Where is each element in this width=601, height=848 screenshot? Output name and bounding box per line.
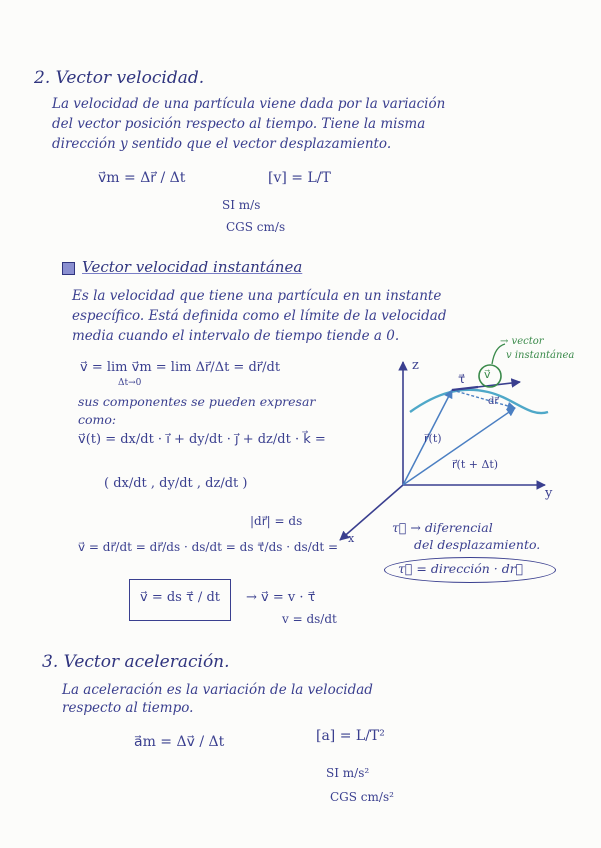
acceleration-units-si: SI m/s² [326,766,370,780]
section-3-line-1: La aceleración es la variación de la velocidad [62,682,373,698]
formula-am: a⃗m = Δv⃗ / Δt [134,734,225,750]
tau-note-1: τ⃗ → diferencial [392,520,493,535]
dr-equals-ds: |dr⃗| = ds [250,514,303,528]
section-3-title: 3. Vector aceleración. [42,652,230,672]
formula-v-ds: v = ds/dt [282,612,337,626]
green-pointer-arrow [492,344,505,364]
subsection-line-2: específico. Está definida como el límite de la velocidad [72,308,447,324]
subsection-line-1: Es la velocidad que tiene una partícula en un instante [72,288,442,304]
r-t-label: r⃗(t) [424,432,442,445]
velocity-units-si: SI m/s [222,198,261,212]
velocity-units-cgs: CGS cm/s [226,220,286,234]
dr-label: dr⃗ [488,396,499,407]
axis-y-label: y [545,486,553,501]
limit-subscript: Δt→0 [118,378,142,388]
formula-vm: v⃗m = Δr⃗ / Δt [98,170,186,186]
section-2-title: 2. Vector velocidad. [34,68,205,88]
formula-v-tau: → v⃗ = v · τ⃗ [246,590,316,605]
velocity-dimensions: [v] = L/T [268,170,331,186]
formula-chain: v⃗ = dr⃗/dt = dr⃗/ds · ds/dt = ds τ⃗/ds · ds/dt = [78,540,339,554]
formula-components: v⃗(t) = dx/dt · i⃗ + dy/dt · j⃗ + dz/dt · k⃗ = [78,432,326,447]
section-2-line-1: La velocidad de una partícula viene dada por la variación [52,96,446,112]
green-note-2: v instantánea [506,350,575,361]
components-line-2: como: [78,412,117,427]
components-line-1: sus componentes se pueden expresar [78,394,316,409]
subsection-line-3: media cuando el intervalo de tiempo tiende a 0. [72,328,400,344]
acceleration-dimensions: [a] = L/T² [316,728,385,744]
subsection-title: Vector velocidad instantánea [82,258,303,276]
axis-z-label: z [412,358,419,373]
tau-oval-text: τ⃗ = dirección · dr⃗ [398,561,524,576]
formula-boxed: v⃗ = ds τ⃗ / dt [140,590,220,605]
tau-label: τ⃗ [458,372,466,386]
r-t-dt-label: r⃗(t + Δt) [452,458,499,471]
tau-note-2: del desplazamiento. [414,537,541,552]
acceleration-units-cgs: CGS cm/s² [330,790,394,804]
v-label: v⃗ [484,368,491,381]
green-note-1: → vector [500,336,544,347]
formula-tuple: ( dx/dt , dy/dt , dz/dt ) [104,476,248,491]
axis-x-label: x [348,532,355,545]
position-vector-t-dt [403,408,515,485]
trajectory-curve [410,390,548,413]
section-2-line-3: dirección y sentido que el vector desplazamiento. [52,136,392,152]
formula-limit: v⃗ = lim v⃗m = lim Δr⃗/Δt = dr⃗/dt [80,360,281,375]
section-2-line-2: del vector posición respecto al tiempo. Tiene la misma [52,116,426,132]
section-3-line-2: respecto al tiempo. [62,700,194,716]
